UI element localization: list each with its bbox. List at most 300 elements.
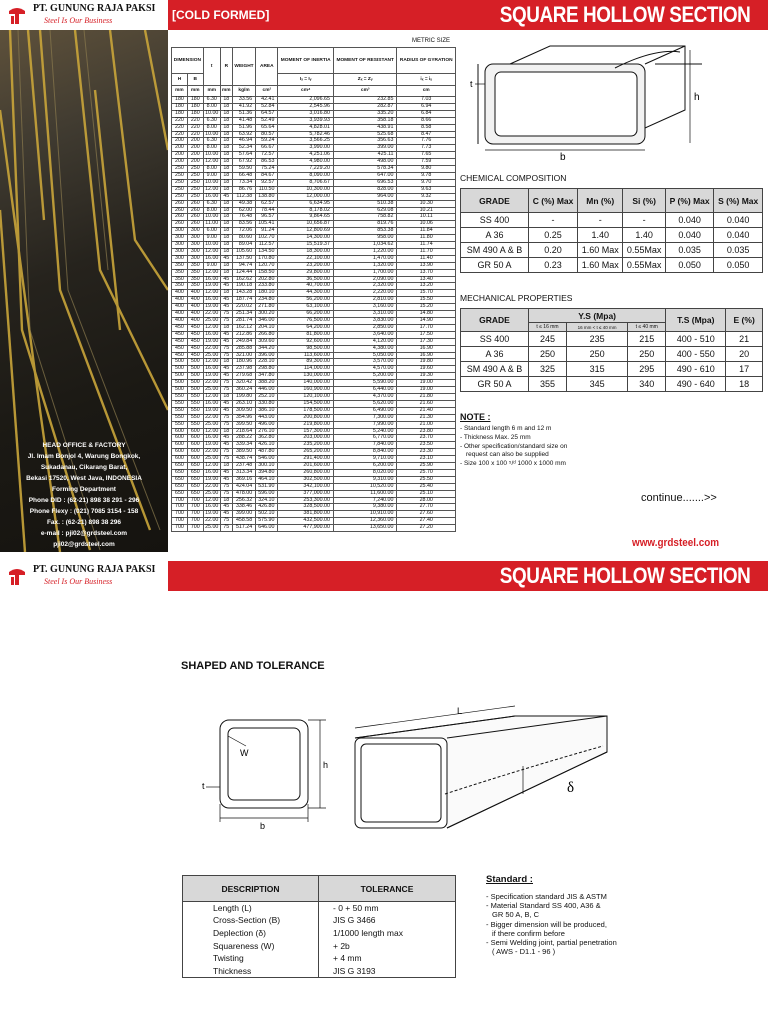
header-bar-2 — [0, 561, 768, 591]
dim-row-cell: 381,800.00 — [278, 511, 334, 518]
dim-row-cell: 500 — [172, 373, 188, 380]
dim-row-cell: 28.00 — [397, 497, 456, 504]
dim-row-cell: 45 — [220, 338, 232, 345]
dim-row-cell: 12.00 — [205, 158, 219, 165]
dim-row-cell: 6.94 — [397, 103, 456, 110]
dim-row-cell: 11.70 — [397, 248, 456, 255]
dim-row-cell: 19.00 — [205, 337, 219, 344]
dim-row-cell: 180 — [172, 97, 188, 104]
dim-row-cell: 25.40 — [397, 483, 456, 490]
dim-row-cell: 23.70 — [397, 435, 456, 442]
dim-row-cell: 10.00 — [205, 213, 219, 220]
dim-row-cell: 400 — [187, 318, 203, 325]
dim-row-cell: 260 — [187, 221, 203, 228]
dim-row-cell: 500 — [187, 373, 203, 380]
dim-row-cell: 237.48 — [232, 463, 255, 470]
dim-row-cell: 18 — [220, 393, 232, 400]
dim-row-cell: 81,800.00 — [278, 331, 334, 338]
standard-item: - Material Standard SS 400, A36 & — [486, 901, 601, 911]
dim-row-cell: 342,100.00 — [278, 483, 334, 490]
dim-row-cell: 464.10 — [256, 476, 278, 483]
dim-row-cell: 18 — [220, 152, 232, 159]
dim-row-cell: 2,850.00 — [333, 324, 397, 331]
dim-row-cell: 324.10 — [256, 497, 278, 504]
dim-row-cell: 12,800.69 — [278, 228, 334, 235]
dim-row-cell: 232.85 — [333, 97, 397, 104]
dim-row-cell: 6.30 — [203, 97, 220, 104]
tol-row-cell: - 0 + 50 mm — [319, 902, 456, 915]
standard-item: - Semi Welding joint, partial penetration — [486, 938, 617, 948]
dim-row-cell: 75 — [220, 421, 232, 428]
col-r: R — [220, 48, 232, 86]
dim-row-cell: 400 — [187, 290, 203, 297]
dim-row-cell: 75 — [220, 525, 232, 532]
dim-row-cell: 120.70 — [256, 262, 278, 269]
dim-row-cell: 180 — [172, 110, 188, 117]
dim-row-cell: 22.00 — [205, 517, 219, 524]
dim-row-cell: 19.00 — [205, 441, 219, 448]
dim-row-cell: 313.34 — [232, 469, 255, 476]
dim-row-cell: 2,220.00 — [333, 290, 397, 297]
dim-row-cell: 426.80 — [256, 504, 278, 511]
diagram-label-b: b — [560, 152, 566, 160]
dim-row-cell: 7,240.00 — [333, 497, 397, 504]
mech-row-cell: 250 — [628, 347, 666, 362]
dim-row-cell: 578.34 — [333, 166, 397, 173]
dim-row-cell: 400 — [187, 311, 203, 318]
dim-row-cell: 75 — [220, 352, 232, 359]
dim-row-cell: 9.00 — [203, 235, 220, 242]
dim-row-cell: 377,000.00 — [278, 490, 334, 497]
dim-row-cell: 12.00 — [205, 358, 219, 365]
dim-row-cell: 27.60 — [397, 511, 456, 518]
dim-row-cell: 438.91 — [333, 124, 397, 131]
dim-row-cell: 25.00 — [205, 455, 219, 462]
dim-row-cell: 250 — [172, 186, 188, 193]
mech-row-cell: 400 - 510 — [666, 332, 726, 347]
dim-row-cell: 27.40 — [397, 518, 456, 525]
dim-row-cell: 12.00 — [205, 268, 219, 275]
dim-row-cell: 19.00 — [397, 380, 456, 387]
dim-row-cell: 700 — [172, 497, 188, 504]
dim-row-cell: 4,380.00 — [333, 345, 397, 352]
dim-row-cell: 57.64 — [232, 152, 255, 159]
chem-row-cell: GR 50 A — [461, 258, 529, 273]
dim-row-cell: 16.00 — [205, 296, 219, 303]
dim-row-cell: 59.50 — [232, 166, 255, 173]
dim-row-cell: 75.24 — [256, 166, 278, 173]
chem-row-cell: - — [578, 213, 623, 228]
chem-row-cell: 1.40 — [623, 228, 666, 243]
dim-row-cell: 72.06 — [232, 228, 255, 235]
dim-row-cell: 6,634.95 — [278, 200, 334, 207]
chem-h-grade: GRADE — [461, 189, 529, 213]
dim-row-cell: 10.30 — [397, 200, 456, 207]
dim-row-cell: 389.50 — [232, 449, 255, 456]
dim-row-cell: 4,251.06 — [278, 152, 334, 159]
dim-row-cell: 400 — [172, 290, 188, 297]
dim-row-cell: 600 — [187, 435, 203, 442]
dim-row-cell: 21.60 — [397, 400, 456, 407]
dim-row-cell: 265,200.00 — [278, 449, 334, 456]
dim-row-cell: 42.41 — [256, 97, 278, 104]
mech-row-cell: 235 — [566, 332, 627, 347]
chem-row-cell: 0.040 — [665, 228, 713, 243]
dim-row-cell: 65.64 — [256, 124, 278, 131]
dim-row-cell: 282.87 — [333, 103, 397, 110]
mech-h-grade: GRADE — [461, 309, 529, 332]
dim-row-cell: 302,500.00 — [278, 476, 334, 483]
dim-row-cell: 1,220.00 — [333, 248, 397, 255]
chem-row-cell: A 36 — [461, 228, 529, 243]
dim-row-cell: 18 — [220, 97, 232, 104]
dim-row-cell: 700 — [172, 525, 188, 532]
dim-row-cell: 596.00 — [256, 490, 278, 497]
dim-row-cell: 819.76 — [333, 221, 397, 228]
dim-row-cell: 56,200.00 — [278, 297, 334, 304]
diagram-label-b: b — [260, 821, 266, 830]
chem-label: CHEMICAL COMPOSITION — [460, 173, 567, 183]
subtitle: [COLD FORMED] — [172, 8, 270, 22]
dim-row-cell: 92,600.00 — [278, 338, 334, 345]
dim-row-cell: 550 — [172, 414, 188, 421]
dim-row-cell: 3,160.00 — [333, 304, 397, 311]
note-title: NOTE : — [460, 412, 491, 422]
dim-row-cell: 5,240.00 — [333, 428, 397, 435]
dim-row-cell: 6.30 — [203, 117, 220, 124]
dim-row-cell: 112.38 — [232, 193, 255, 200]
dim-row-cell: 8.66 — [397, 117, 456, 124]
dim-row-cell: 25.00 — [205, 489, 219, 496]
chem-table-body — [461, 213, 763, 273]
dim-row-cell: 400 — [172, 304, 188, 311]
col-weight: WEIGHT — [232, 48, 255, 86]
dim-row-cell: 19.60 — [397, 366, 456, 373]
dim-row-cell: 105.41 — [256, 221, 278, 228]
shaped-title: SHAPED AND TOLERANCE — [181, 660, 325, 672]
dim-row — [172, 124, 456, 131]
dim-row-cell: 369.16 — [232, 476, 255, 483]
chem-row-cell: 0.55Max — [623, 243, 666, 258]
dim-row-cell: 650 — [187, 490, 203, 497]
dim-row-cell: 500 — [172, 366, 188, 373]
note-item: request can also be supplied — [466, 451, 549, 459]
dim-row-cell: 1,034.62 — [333, 242, 397, 249]
dim-row-cell: 12.00 — [205, 496, 219, 503]
dim-row-cell: 344.20 — [256, 345, 278, 352]
dim-row-cell: 8.00 — [203, 145, 220, 152]
dim-row-cell: 350 — [187, 262, 203, 269]
chem-row-cell: SM 490 A & B — [461, 243, 529, 258]
dim-row-cell: 10,910.00 — [333, 511, 397, 518]
dim-row-cell: 300 — [187, 242, 203, 249]
dim-row-cell: 487.80 — [256, 449, 278, 456]
dim-row-cell: 550 — [172, 421, 188, 428]
unit: cm³ — [333, 86, 397, 97]
dim-row-cell: 260 — [172, 207, 188, 214]
dim-row-cell: 250 — [187, 172, 203, 179]
dim-row-cell: 5,590.00 — [333, 380, 397, 387]
dim-row-cell: 66.67 — [256, 145, 278, 152]
dim-row-cell: 8.47 — [397, 131, 456, 138]
dim-row-cell: 220 — [172, 117, 188, 124]
dim-row-cell: 386.10 — [256, 407, 278, 414]
dim-row-cell: 44,300.00 — [278, 290, 334, 297]
dim-row-cell: 276.10 — [256, 428, 278, 435]
dim-row-cell: 45 — [220, 511, 232, 518]
header-bar — [0, 0, 768, 30]
dim-row-cell: 16.00 — [205, 434, 219, 441]
dim-row-cell: 45 — [220, 469, 232, 476]
company-logo-icon — [7, 566, 27, 586]
dim-row-cell: 219,800.00 — [278, 421, 334, 428]
chem-h-mn: Mn (%) — [578, 189, 623, 213]
dim-row-cell: 2,096.65 — [278, 97, 334, 104]
col-rog-sym: iₓ = iᵧ — [397, 74, 456, 86]
dim-row-cell: 18 — [220, 248, 232, 255]
col-h: H — [172, 74, 188, 86]
dim-row-cell: 16.00 — [205, 275, 219, 282]
dim-row-cell: 190.18 — [232, 283, 255, 290]
mech-row — [461, 332, 763, 347]
dim-row-cell: 23.80 — [397, 428, 456, 435]
dim-row-cell: 3,939.93 — [278, 117, 334, 124]
dim-row-cell: 300 — [187, 248, 203, 255]
dim-row-cell: 17.30 — [397, 338, 456, 345]
dim-row-cell: 11.84 — [397, 228, 456, 235]
dim-row-cell: 399.00 — [333, 145, 397, 152]
dim-row-cell: 250 — [187, 193, 203, 200]
dim-row-cell: 550 — [172, 400, 188, 407]
dim-row-cell: 200 — [172, 159, 188, 166]
dim-row-cell: 18,300.00 — [278, 248, 334, 255]
dim-row-cell: 11.00 — [203, 221, 220, 228]
dim-row-cell: 45 — [220, 400, 232, 407]
company-logo — [0, 561, 168, 591]
dim-row-cell: 113,600.00 — [278, 352, 334, 359]
office-line: e-mail : pji02@grdsteel.com — [40, 530, 128, 537]
dim-row-cell: 46.94 — [232, 138, 255, 145]
tol-row-cell: Twisting — [183, 952, 319, 965]
dim-row-cell: 45 — [220, 435, 232, 442]
dim-row-cell: 18 — [220, 179, 232, 186]
mech-sub: t ≤ 16 mm — [529, 323, 567, 332]
dim-row-cell: 45 — [220, 193, 232, 200]
diagram-label-w: W — [240, 748, 249, 758]
diagram-label-t: t — [202, 781, 205, 791]
dim-row-cell: 335.20 — [333, 110, 397, 117]
dim-row-cell: 19.00 — [205, 510, 219, 517]
dim-row-cell: 600 — [172, 449, 188, 456]
dim-row-cell: 8.00 — [203, 207, 220, 214]
dim-row-cell: 75 — [220, 318, 232, 325]
dim-row-cell: 14.90 — [397, 318, 456, 325]
mech-row-cell: 490 - 610 — [666, 362, 726, 377]
dim-row-cell: 517.24 — [232, 525, 255, 532]
dim-row-cell: 7,840.00 — [333, 442, 397, 449]
dim-row-cell: 8,090.00 — [278, 172, 334, 179]
dim-row-cell: 260 — [172, 214, 188, 221]
dim-row-cell: 13,650.00 — [333, 525, 397, 532]
unit: mm — [203, 86, 220, 97]
dim-row-cell: 45 — [220, 373, 232, 380]
dim-row-cell: 250 — [172, 193, 188, 200]
dim-row-cell: 114,000.00 — [278, 366, 334, 373]
dim-row-cell: 350 — [187, 269, 203, 276]
dim-row-cell: 309.50 — [232, 407, 255, 414]
dim-row-cell: 158.50 — [256, 269, 278, 276]
dim-row-cell: 853.38 — [333, 228, 397, 235]
dim-row-cell: 134.50 — [256, 248, 278, 255]
dim-row-cell: 7,300.00 — [333, 414, 397, 421]
dim-row-cell: 298.80 — [256, 366, 278, 373]
dim-row-cell: 10.11 — [397, 214, 456, 221]
dim-row-cell: 350 — [172, 283, 188, 290]
dim-row-cell: 3,310.00 — [333, 311, 397, 318]
dim-row-cell: 110.50 — [256, 186, 278, 193]
dim-row-cell: 45 — [220, 407, 232, 414]
dim-row-cell: 105.60 — [232, 248, 255, 255]
mech-row-cell: 490 - 640 — [666, 377, 726, 392]
office-info — [0, 440, 168, 550]
mech-label: MECHANICAL PROPERTIES — [460, 293, 573, 303]
dim-row-cell: 18 — [220, 172, 232, 179]
dim-row-cell: 18 — [220, 359, 232, 366]
website-link[interactable]: www.grdsteel.com — [632, 537, 720, 549]
dim-row-cell: 18 — [220, 117, 232, 124]
dim-row-cell: 10.00 — [205, 178, 219, 185]
dim-row-cell: 249.84 — [232, 338, 255, 345]
dim-row-cell: 234.80 — [256, 297, 278, 304]
metric-size-label: METRIC SIZE — [412, 38, 451, 44]
dim-row-cell: 309.60 — [256, 338, 278, 345]
tol-row — [183, 927, 456, 940]
dim-row-cell: 700 — [187, 525, 203, 532]
dim-row-cell: 75 — [220, 380, 232, 387]
dim-row-cell: 180 — [187, 103, 203, 110]
mech-row-cell: GR 50 A — [461, 377, 529, 392]
dim-row-cell: 25.10 — [397, 490, 456, 497]
dim-row-cell: 263.10 — [232, 400, 255, 407]
dim-row-cell: 300 — [172, 242, 188, 249]
diagram-label-t: t — [470, 79, 473, 89]
dim-row-cell: 6,440.00 — [333, 387, 397, 394]
office-line: pji02@grdsteel.com — [53, 541, 115, 548]
dim-row-cell: 98,500.00 — [278, 345, 334, 352]
dim-row-cell: 550 — [187, 400, 203, 407]
chem-row-cell: 0.55Max — [623, 258, 666, 273]
tol-row — [183, 914, 456, 927]
dim-row-cell: 154,500.00 — [278, 400, 334, 407]
dim-row-cell: 13.40 — [397, 276, 456, 283]
dim-row-cell: 700 — [187, 504, 203, 511]
dim-row-cell: 78.44 — [256, 207, 278, 214]
dim-row-cell: 18 — [220, 242, 232, 249]
col-dimension: DIMENSION — [172, 48, 204, 74]
dim-row-cell: 19.00 — [205, 406, 219, 413]
dim-row-cell: 2,320.00 — [333, 283, 397, 290]
dim-row-cell: 8,840.00 — [333, 449, 397, 456]
mech-row-cell: 250 — [529, 347, 567, 362]
dim-row-cell: 12,360.00 — [333, 518, 397, 525]
mech-row-cell: SS 400 — [461, 332, 529, 347]
dim-row-cell: 16.90 — [397, 352, 456, 359]
dim-row-cell: 9.80 — [397, 166, 456, 173]
mech-row — [461, 377, 763, 392]
dim-row-cell: 16.90 — [397, 345, 456, 352]
dim-row-cell: 137.50 — [232, 255, 255, 262]
chem-h-si: Si (%) — [623, 189, 666, 213]
dim-row-cell: 18 — [220, 166, 232, 173]
dim-row-cell: 66.48 — [232, 172, 255, 179]
dim-row-cell: 63,100.00 — [278, 304, 334, 311]
dim-row-cell: 8,706.67 — [278, 179, 334, 186]
dim-row-cell: 260 — [172, 221, 188, 228]
dim-row-cell: 204.10 — [256, 324, 278, 331]
dim-row-cell: 23.50 — [397, 442, 456, 449]
chem-row — [461, 243, 763, 258]
dim-row-cell: 647.00 — [333, 172, 397, 179]
dim-row-cell: 1,470.00 — [333, 255, 397, 262]
chem-h-s: S (%) Max — [714, 189, 763, 213]
dim-row-cell: 700 — [187, 497, 203, 504]
note-item: - Standard length 6 m and 12 m — [460, 425, 552, 432]
dim-row-cell: 200 — [187, 159, 203, 166]
dim-row-cell: 10.06 — [397, 221, 456, 228]
dim-row-cell: 7.59 — [397, 159, 456, 166]
diagram-label-delta: δ — [567, 780, 575, 796]
dim-row-cell: 86.76 — [232, 186, 255, 193]
dim-row-cell: 235,200.00 — [278, 442, 334, 449]
dim-row-cell: 300 — [187, 255, 203, 262]
chem-h-c: C (%) Max — [529, 189, 578, 213]
dim-row-cell: 18 — [220, 290, 232, 297]
dim-row-cell: 5,050.00 — [333, 352, 397, 359]
mech-h-ys: Y.S (Mpa) — [529, 309, 666, 323]
dim-row-cell: 180 — [187, 110, 203, 117]
page-title: SQUARE HOLLOW SECTION — [499, 2, 750, 27]
chem-row-cell: 0.23 — [529, 258, 578, 273]
dim-row-cell: 67.92 — [232, 159, 255, 166]
chem-row-cell: - — [623, 213, 666, 228]
dim-row-cell: 18 — [220, 200, 232, 207]
tol-h-desc: DESCRIPTION — [183, 876, 319, 902]
dim-row-cell: 22.00 — [205, 379, 219, 386]
dim-row-cell: 5,620.00 — [333, 400, 397, 407]
unit: kg/m — [232, 86, 255, 97]
dim-row-cell: 75 — [220, 518, 232, 525]
dim-row-cell: 23,200.00 — [278, 262, 334, 269]
mech-row-cell: 21 — [726, 332, 763, 347]
dim-row-cell: 200 — [172, 138, 188, 145]
dim-row-cell: 25.00 — [205, 420, 219, 427]
dim-row-cell: 438.74 — [232, 456, 255, 463]
dim-row-cell: 253,300.00 — [278, 497, 334, 504]
company-name: PT. GUNUNG RAJA PAKSI — [33, 3, 156, 14]
dim-row-cell: 350 — [187, 276, 203, 283]
mech-row-cell: 345 — [566, 377, 627, 392]
dim-row-cell: 19.00 — [397, 387, 456, 394]
company-logo-icon — [7, 5, 27, 25]
dim-row-cell: 11.74 — [397, 242, 456, 249]
dim-row-cell: 89.04 — [232, 242, 255, 249]
dim-row-cell: 13.70 — [397, 269, 456, 276]
dim-row-cell: 362.80 — [256, 435, 278, 442]
dim-row-cell: 458.58 — [232, 518, 255, 525]
tol-row — [183, 902, 456, 915]
standard-title: Standard : — [486, 874, 533, 885]
dim-row-cell: 3,566.25 — [278, 138, 334, 145]
